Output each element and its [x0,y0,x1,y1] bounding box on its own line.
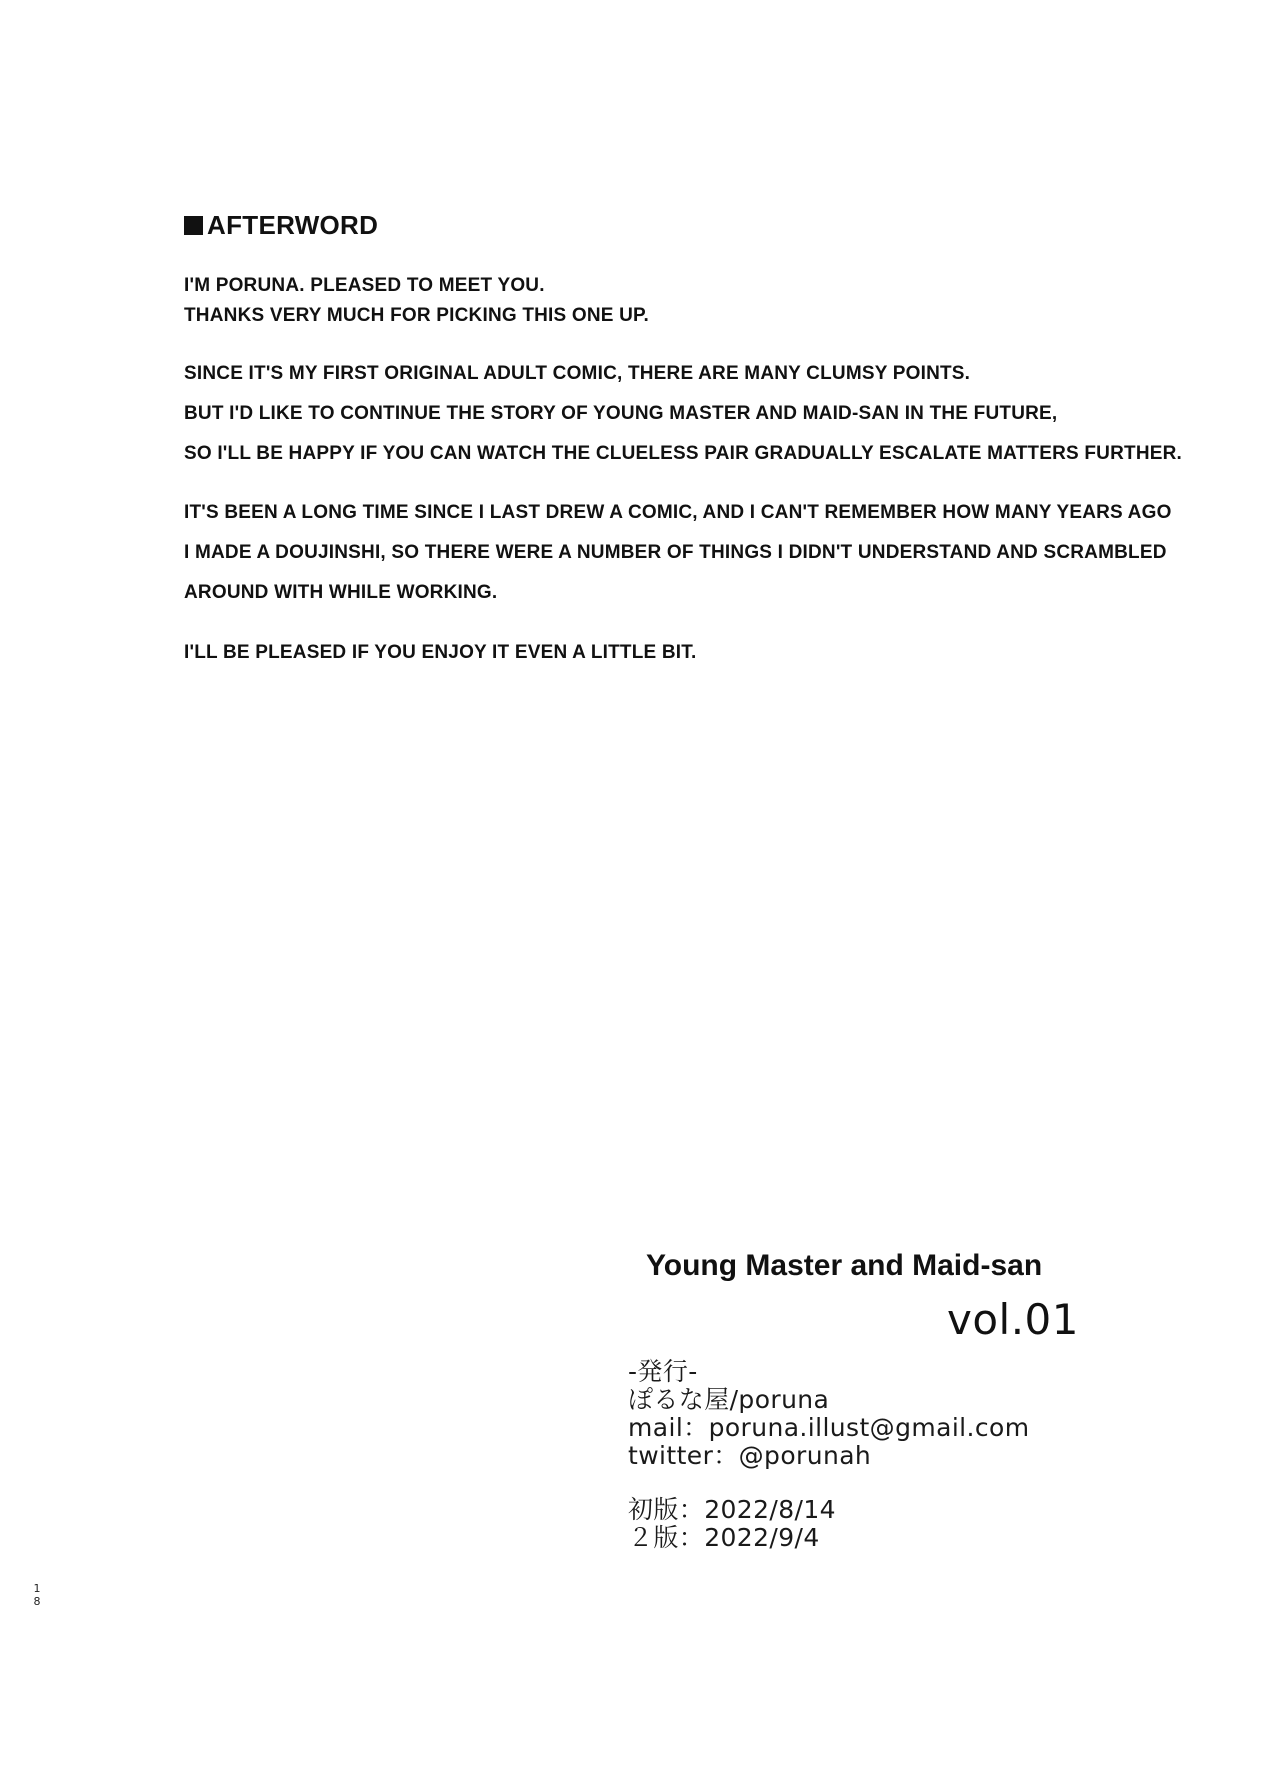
afterword-line: SO I'LL BE HAPPY IF YOU CAN WATCH THE CLUELESS PAIR GRADUALLY ESCALATE MATTERS FURTHER. [184,443,1183,464]
afterword-line: I'M PORUNA. PLEASED TO MEET YOU. [184,275,545,296]
afterword-line: IT'S BEEN A LONG TIME SINCE I LAST DREW A COMIC, AND I CAN'T REMEMBER HOW MANY YEARS AGO [184,502,1172,523]
second-edition-date: ２版：2022/9/4 [628,1523,820,1552]
square-bullet-icon [184,216,203,235]
afterword-line: SINCE IT'S MY FIRST ORIGINAL ADULT COMIC, THERE ARE MANY CLUMSY POINTS. [184,363,971,384]
afterword-title: AFTERWORD [207,209,379,240]
publisher-name: ぽるな屋/poruna [628,1385,830,1414]
afterword-line: BUT I'D LIKE TO CONTINUE THE STORY OF YOUNG MASTER AND MAID-SAN IN THE FUTURE, [184,403,1058,424]
contact-mail: mail：poruna.illust@gmail.com [628,1413,1030,1442]
afterword-line: AROUND WITH WHILE WORKING. [184,582,498,603]
afterword-line: THANKS VERY MUCH FOR PICKING THIS ONE UP. [184,305,649,326]
page-number-digit: 1 [33,1582,41,1595]
publisher-label: -発行- [628,1357,698,1386]
first-edition-date: 初版：2022/8/14 [628,1495,836,1524]
afterword-line: I'LL BE PLEASED IF YOU ENJOY IT EVEN A LITTLE BIT. [184,642,697,663]
afterword-heading [184,208,378,242]
page-number-digit: 8 [33,1595,41,1608]
contact-twitter: twitter：@porunah [628,1441,872,1470]
page-number [32,1582,42,1608]
afterword-line: I MADE A DOUJINSHI, SO THERE WERE A NUMBER OF THINGS I DIDN'T UNDERSTAND AND SCRAMBLED [184,542,1167,563]
colophon-volume: vol.01 [946,1295,1079,1344]
colophon-title: Young Master and Maid-san [646,1249,1043,1282]
